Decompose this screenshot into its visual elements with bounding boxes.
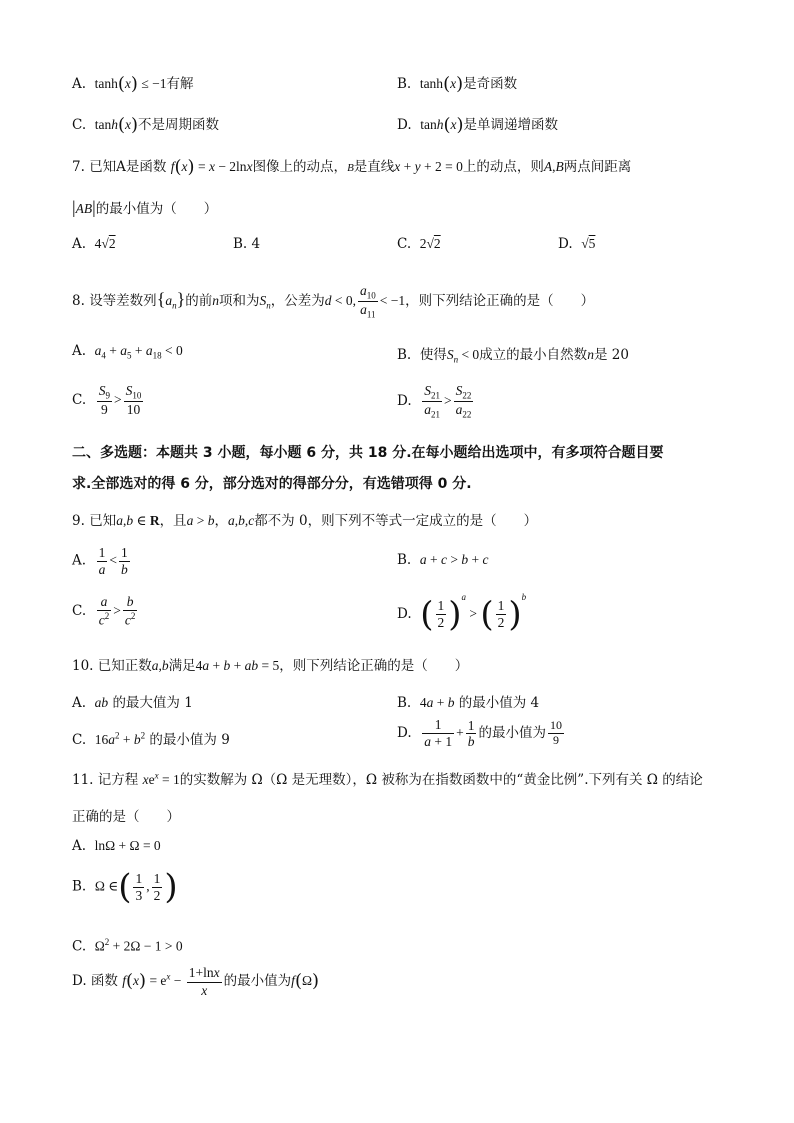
fraction: $\frac{a_{10}}{a_{11}}$ [359,283,376,320]
section-heading-line2: 求.全部选对的得 6 分，部分选对的得部分分，有选错项得 0 分. [72,476,472,492]
q10-option-a: A. ab 的最大值为 1 [72,695,193,711]
q7-stem-line1: 7. 已知A是函数 f(x) = x − 2lnx图像上的动点，B是直线x + y + 2 = 0上的动点，则A,B两点间距离 [72,156,632,178]
q11-option-d: D. 函数 $f(x) = e^x$ − $\frac{1+\ln x}{x}$ 的最小值为f(Ω) [72,965,320,998]
q8-option-b: B. 使得$S_n < 0$成立的最小自然数n是 20 [397,347,629,365]
q10-option-c: C. $16a^2 + b^2$ 的最小值为 9 [72,730,230,748]
q10-option-d: D. $\frac{1}{a + 1}$ + $\frac{1}{b}$ 的最小值为 $\frac{10}{9}$ [397,717,562,750]
q6-option-d: D. tanh(x)是单调递增函数 [397,114,559,136]
q8-option-d: D. $\frac{S_{21}}{a_{21}}$ > $\frac{S_{22}}{a_{22}}$ [397,383,472,420]
q11-stem-line2: 正确的是（ ） [72,809,180,825]
q6-option-b: B. tanh(x)是奇函数 [397,73,518,95]
q9-stem: 9. 已知a,b ∈ R，且a > b，a,b,c都不为 0，则下列不等式一定成立的是（ ） [72,513,538,529]
q9-option-a: A. $\frac{1}{a}$ < $\frac{1}{b}$ [72,545,128,577]
q8-stem: 8. 设等差数列$\{a_n\}$的前n项和为$S_n$，公差为d < 0, $\frac{a_{10}}{a_{11}}$ < −1，则下列结论正确的是（ ） [72,283,595,320]
q9-option-c: C. $\frac{a}{c^2}$ > $\frac{b}{c^2}$ [72,594,136,628]
q7-stem-line2: |AB|的最小值为（ ） [72,197,218,217]
q7-option-d: D. √5 [558,236,596,252]
q8-option-a: A. $a_4 + a_5 + a_{18} < 0$ [72,343,183,361]
q6-option-c: C. tanh(x)不是周期函数 [72,114,220,136]
q10-stem: 10. 已知正数a,b满足4a + b + ab = 5，则下列结论正确的是（ ） [72,658,469,674]
q7-option-a: A. 4√2 [72,236,116,252]
q11-option-b: B. Ω ∈( $\frac{1}{3}$ , $\frac{1}{2}$ ) [72,867,178,907]
q8-option-c: C. $\frac{S_9}{9}$ > $\frac{S_{10}}{10}$ [72,383,142,418]
q11-stem-line1: 11. 记方程 $xe^x = 1$的实数解为 Ω（Ω 是无理数），Ω 被称为在指数函数中的“黄金比例”.下列有关 Ω 的结论 [72,770,703,788]
section-heading-line1: 二、多选题：本题共 3 小题，每小题 6 分，共 18 分.在每小题给出选项中，有多项符合题目要 [72,445,664,461]
q9-option-d: D. ( $\frac{1}{2}$ )$^a$ > ( $\frac{1}{2}$ )$^b$ [397,592,527,635]
q6-option-a: A. tanh(x) ≤ −1有解 [72,73,194,95]
q7-option-c: C. 2√2 [397,236,441,252]
q11-option-c: C. $\Omega^2 + 2\Omega - 1 > 0$ [72,937,183,955]
q11-option-a: A. lnΩ + Ω = 0 [72,838,161,854]
q10-option-b: B. 4a + b 的最小值为 4 [397,695,540,711]
q7-option-b: B. 4 [233,236,261,252]
q9-option-b: B. a + c > b + c [397,552,489,568]
